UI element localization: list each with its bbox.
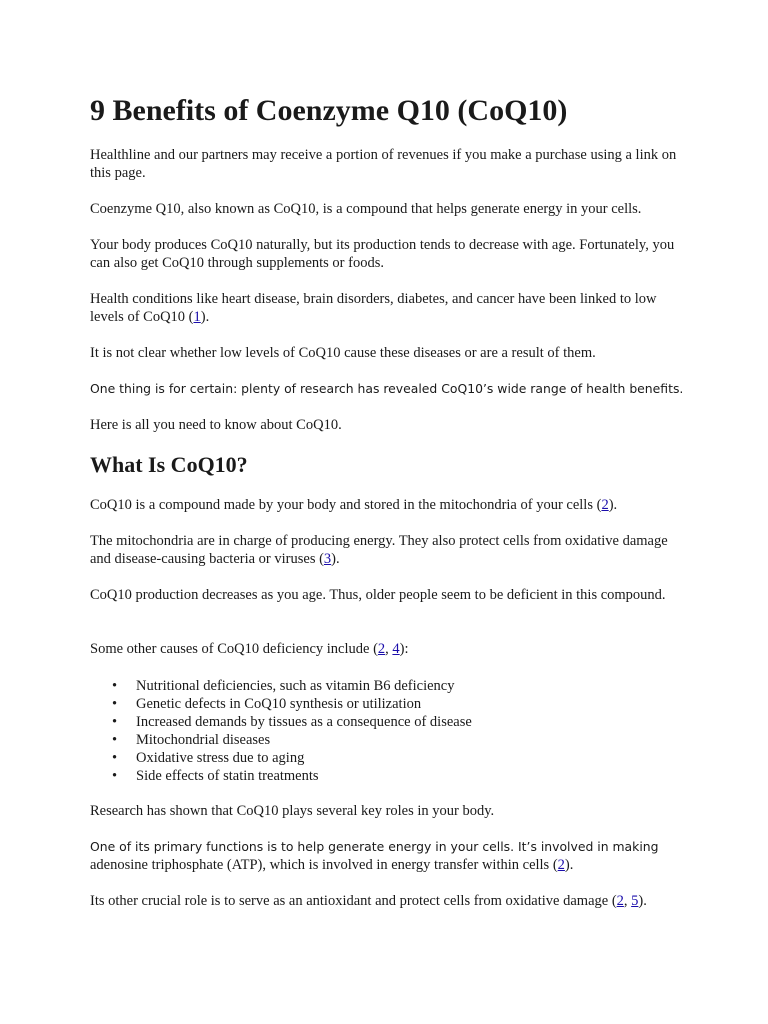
s1-p7-end: ). [638, 893, 647, 909]
s1-p2-end: ). [331, 551, 340, 567]
intro-paragraph-4: It is not clear whether low levels of CoQ10 cause these diseases or are a result of them. [90, 345, 596, 361]
list-item [90, 695, 690, 713]
list-item-text: Nutritional deficiencies, such as vitamin B6 deficiency [136, 678, 455, 694]
bullet-icon: • [112, 696, 118, 712]
bullet-icon: • [112, 732, 118, 748]
section-paragraph-1 [90, 496, 690, 514]
list-item [90, 731, 690, 749]
bullet-icon: • [112, 678, 118, 694]
section-heading-what-is-coq10: What Is CoQ10? [90, 452, 248, 477]
section-paragraph-4 [90, 640, 690, 658]
citation-link-2b[interactable]: 2 [377, 641, 386, 657]
list-item-text: Mitochondrial diseases [136, 732, 271, 748]
list-item [90, 713, 690, 731]
intro-paragraph-5: One thing is for certain: plenty of research has revealed CoQ10’s wide range of health benefits. [90, 381, 684, 396]
s1-p7-sep: , [623, 893, 632, 909]
deficiency-causes-list [90, 677, 690, 785]
s1-p7-text: Its other crucial role is to serve as an antioxidant and protect cells from oxidative damage ( [90, 893, 617, 909]
intro-paragraph-1: Coenzyme Q10, also known as CoQ10, is a compound that helps generate energy in your cells. [90, 201, 642, 217]
list-item [90, 677, 690, 695]
affiliate-disclaimer: Healthline and our partners may receive a portion of revenues if you make a purchase using a link on this page. [90, 147, 677, 181]
section-paragraph-5: Research has shown that CoQ10 plays several key roles in your body. [90, 803, 495, 819]
s1-p6-end: ). [564, 857, 574, 873]
citation-link-3[interactable]: 3 [323, 551, 332, 567]
intro-3-text: Health conditions like heart disease, brain disorders, diabetes, and cancer have been linked to low levels of CoQ10 ( [90, 291, 657, 325]
s1-p2-text: The mitochondria are in charge of producing energy. They also protect cells from oxidative damage and disease-causing bacteria or viruses ( [90, 533, 668, 567]
intro-paragraph-3 [90, 290, 690, 326]
intro-paragraph-6: Here is all you need to know about CoQ10. [90, 417, 342, 433]
list-item [90, 767, 690, 785]
citation-link-1[interactable]: 1 [193, 309, 201, 325]
citation-link-2c[interactable]: 2 [557, 857, 565, 873]
s1-p6-rest: adenosine triphosphate (ATP), which is involved in energy transfer within cells ( [90, 857, 558, 873]
list-item-text: Oxidative stress due to aging [136, 750, 305, 766]
citation-link-2[interactable]: 2 [601, 497, 609, 513]
page-title: 9 Benefits of Coenzyme Q10 (CoQ10) [90, 94, 568, 127]
list-item-text: Increased demands by tissues as a consequence of disease [136, 714, 472, 730]
s1-p1-end: ). [608, 497, 618, 513]
intro-paragraph-2: Your body produces CoQ10 naturally, but its production tends to decrease with age. Fortunately, you can also get CoQ10 through supplements or foods. [90, 237, 675, 271]
section-paragraph-7 [90, 892, 690, 910]
s1-p6-sans-text: One of its primary functions is to help generate energy in your cells. It’s involved in making [90, 839, 659, 854]
s1-p4-text: Some other causes of CoQ10 deficiency include ( [90, 641, 378, 657]
s1-p4-end: ): [399, 641, 409, 657]
bullet-icon: • [112, 768, 118, 784]
list-item-text: Side effects of statin treatments [136, 768, 319, 784]
section-paragraph-3: CoQ10 production decreases as you age. Thus, older people seem to be deficient in this compound. [90, 587, 666, 603]
list-item-text: Genetic defects in CoQ10 synthesis or utilization [136, 696, 422, 712]
list-item [90, 749, 690, 767]
bullet-icon: • [112, 714, 118, 730]
section-paragraph-6 [90, 838, 690, 874]
citation-link-2d[interactable]: 2 [616, 893, 624, 909]
section-paragraph-2 [90, 532, 690, 568]
bullet-icon: • [112, 750, 118, 766]
s1-p1-text: CoQ10 is a compound made by your body and stored in the mitochondria of your cells ( [90, 497, 602, 513]
s1-p4-sep: , [385, 641, 393, 657]
citation-link-4[interactable]: 4 [392, 641, 400, 657]
citation-link-5[interactable]: 5 [631, 893, 639, 909]
intro-3-end: ). [200, 309, 210, 325]
